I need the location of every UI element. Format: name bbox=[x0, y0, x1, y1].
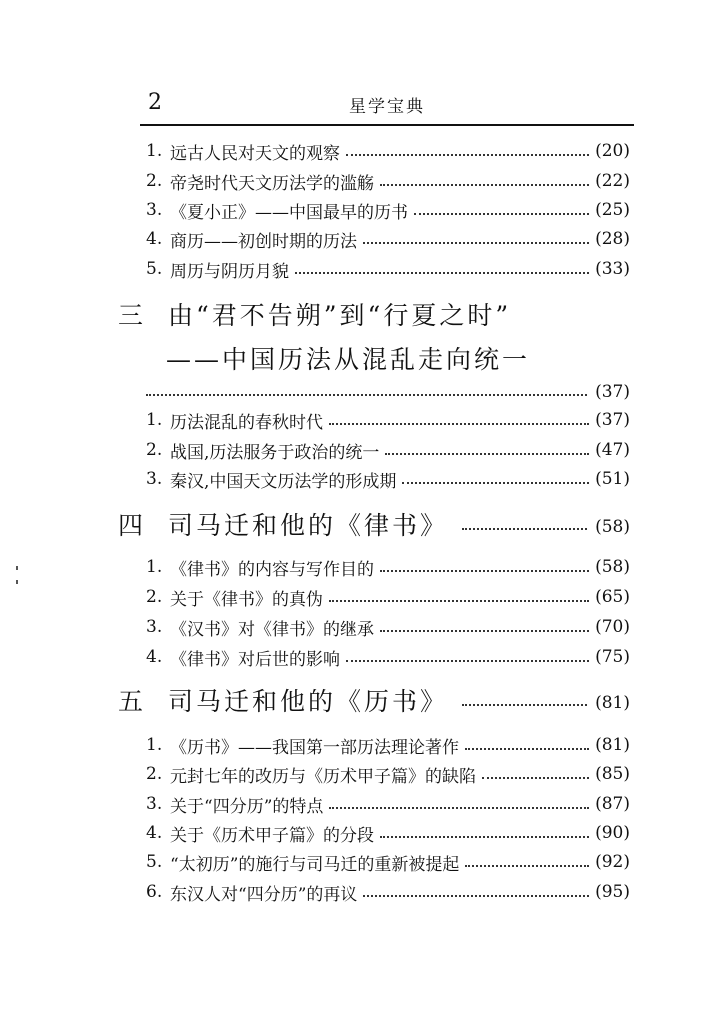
toc-entry[interactable] bbox=[146, 790, 630, 818]
entry-title: 《夏小正》——中国最早的历书 bbox=[170, 202, 408, 223]
entry-page: (85) bbox=[595, 764, 630, 784]
entry-title: 《律书》对后世的影响 bbox=[170, 649, 340, 670]
entry-page: (92) bbox=[595, 852, 630, 872]
entry-number: 3. bbox=[146, 794, 163, 814]
entry-page: (20) bbox=[595, 141, 630, 161]
entry-page: (47) bbox=[595, 440, 630, 460]
chapter-title: 司马迁和他的《律书》 bbox=[168, 511, 449, 540]
entry-page: (90) bbox=[595, 823, 630, 843]
entry-title: 元封七年的改历与《历术甲子篇》的缺陷 bbox=[170, 766, 476, 787]
entry-number: 1. bbox=[146, 141, 163, 161]
toc-entry[interactable] bbox=[146, 583, 630, 611]
dot-leader bbox=[402, 480, 589, 484]
dot-leader bbox=[462, 702, 587, 706]
entry-page: (81) bbox=[595, 735, 630, 755]
entry-number: 1. bbox=[146, 410, 163, 430]
toc-entry[interactable] bbox=[146, 137, 630, 165]
chapter-page: (58) bbox=[595, 517, 630, 537]
entry-title: 东汉人对“四分历”的再议 bbox=[170, 884, 358, 905]
dot-leader bbox=[295, 270, 589, 274]
entry-number: 3. bbox=[146, 200, 163, 220]
toc-entry[interactable] bbox=[146, 553, 630, 581]
entry-title: 秦汉,中国天文历法学的形成期 bbox=[170, 471, 397, 492]
toc-entry[interactable] bbox=[146, 406, 630, 434]
entry-page: (75) bbox=[595, 647, 630, 667]
chapter-number: 四 bbox=[118, 511, 147, 540]
toc-entry[interactable] bbox=[146, 848, 630, 876]
entry-number: 2. bbox=[146, 171, 163, 191]
dot-leader bbox=[385, 451, 589, 455]
dot-leader bbox=[380, 628, 589, 632]
dot-leader bbox=[462, 526, 587, 530]
entry-page: (87) bbox=[595, 794, 630, 814]
toc-entry[interactable] bbox=[146, 643, 630, 671]
toc-entry[interactable] bbox=[146, 760, 630, 788]
entry-title: 周历与阴历月貌 bbox=[170, 261, 289, 282]
dot-leader bbox=[465, 863, 589, 867]
dot-leader bbox=[329, 598, 589, 602]
dot-leader bbox=[329, 805, 589, 809]
chapter-page: (81) bbox=[595, 693, 630, 713]
entry-page: (51) bbox=[595, 469, 630, 489]
entry-page: (37) bbox=[595, 410, 630, 430]
page-header bbox=[142, 88, 632, 120]
entry-number: 4. bbox=[146, 823, 163, 843]
running-title: 星学宝典 bbox=[349, 97, 425, 117]
entry-number: 3. bbox=[146, 617, 163, 637]
dot-leader bbox=[146, 392, 587, 396]
entry-number: 5. bbox=[146, 259, 163, 279]
dot-leader bbox=[346, 658, 589, 662]
chapter-page: (37) bbox=[595, 382, 630, 402]
entry-page: (95) bbox=[595, 882, 630, 902]
entry-page: (33) bbox=[595, 259, 630, 279]
dot-leader bbox=[363, 893, 589, 897]
toc-entry[interactable] bbox=[146, 613, 630, 641]
entry-title: 《汉书》对《律书》的继承 bbox=[170, 619, 374, 640]
entry-page: (22) bbox=[595, 171, 630, 191]
toc-entry[interactable] bbox=[146, 465, 630, 493]
chapter-heading[interactable] bbox=[118, 506, 630, 542]
entry-title: “太初历”的施行与司马迁的重新被提起 bbox=[170, 854, 460, 875]
dot-leader bbox=[380, 182, 589, 186]
entry-title: 《律书》的内容与写作目的 bbox=[170, 559, 374, 580]
entry-title: 《历书》——我国第一部历法理论著作 bbox=[170, 737, 459, 758]
entry-number: 4. bbox=[146, 229, 163, 249]
entry-title: 关于“四分历”的特点 bbox=[170, 796, 324, 817]
chapter-subtitle: ——中国历法从混乱走向统一 bbox=[166, 345, 531, 374]
dot-leader bbox=[380, 834, 589, 838]
entry-number: 6. bbox=[146, 882, 163, 902]
toc-entry[interactable] bbox=[146, 255, 630, 283]
entry-page: (25) bbox=[595, 200, 630, 220]
entry-page: (28) bbox=[595, 229, 630, 249]
chapter-title: 由“君不告朔”到“行夏之时” bbox=[168, 301, 512, 330]
entry-number: 3. bbox=[146, 469, 163, 489]
chapter-heading[interactable] bbox=[118, 296, 630, 332]
toc-entry[interactable] bbox=[146, 819, 630, 847]
chapter-leader-line bbox=[146, 378, 630, 406]
entry-page: (70) bbox=[595, 617, 630, 637]
dot-leader bbox=[380, 568, 589, 572]
entry-title: 关于《律书》的真伪 bbox=[170, 589, 323, 610]
header-rule bbox=[140, 124, 634, 126]
dot-leader bbox=[482, 775, 589, 779]
toc-entry[interactable] bbox=[146, 731, 630, 759]
dot-leader bbox=[363, 240, 589, 244]
entry-title: 帝尧时代天文历法学的滥觞 bbox=[170, 173, 374, 194]
entry-number: 2. bbox=[146, 587, 163, 607]
dot-leader bbox=[414, 211, 589, 215]
entry-title: 战国,历法服务于政治的统一 bbox=[170, 442, 380, 463]
entry-number: 2. bbox=[146, 764, 163, 784]
page-number: 2 bbox=[148, 90, 162, 115]
scan-mark bbox=[16, 580, 18, 584]
toc-entry[interactable] bbox=[146, 196, 630, 224]
toc-entry[interactable] bbox=[146, 878, 630, 906]
dot-leader bbox=[346, 152, 589, 156]
entry-number: 4. bbox=[146, 647, 163, 667]
chapter-heading[interactable] bbox=[118, 682, 630, 718]
entry-title: 历法混乱的春秋时代 bbox=[170, 412, 323, 433]
entry-page: (58) bbox=[595, 557, 630, 577]
toc-entry[interactable] bbox=[146, 167, 630, 195]
toc-entry[interactable] bbox=[146, 436, 630, 464]
toc-entry[interactable] bbox=[146, 225, 630, 253]
chapter-number: 五 bbox=[118, 687, 147, 716]
entry-number: 2. bbox=[146, 440, 163, 460]
entry-title: 关于《历术甲子篇》的分段 bbox=[170, 825, 374, 846]
chapter-title: 司马迁和他的《历书》 bbox=[168, 687, 449, 716]
entry-page: (65) bbox=[595, 587, 630, 607]
scan-mark bbox=[16, 566, 18, 570]
chapter-number: 三 bbox=[118, 301, 147, 330]
dot-leader bbox=[329, 421, 589, 425]
dot-leader bbox=[465, 746, 589, 750]
entry-title: 远古人民对天文的观察 bbox=[170, 143, 340, 164]
entry-number: 5. bbox=[146, 852, 163, 872]
entry-number: 1. bbox=[146, 557, 163, 577]
entry-title: 商历——初创时期的历法 bbox=[170, 231, 357, 252]
entry-number: 1. bbox=[146, 735, 163, 755]
